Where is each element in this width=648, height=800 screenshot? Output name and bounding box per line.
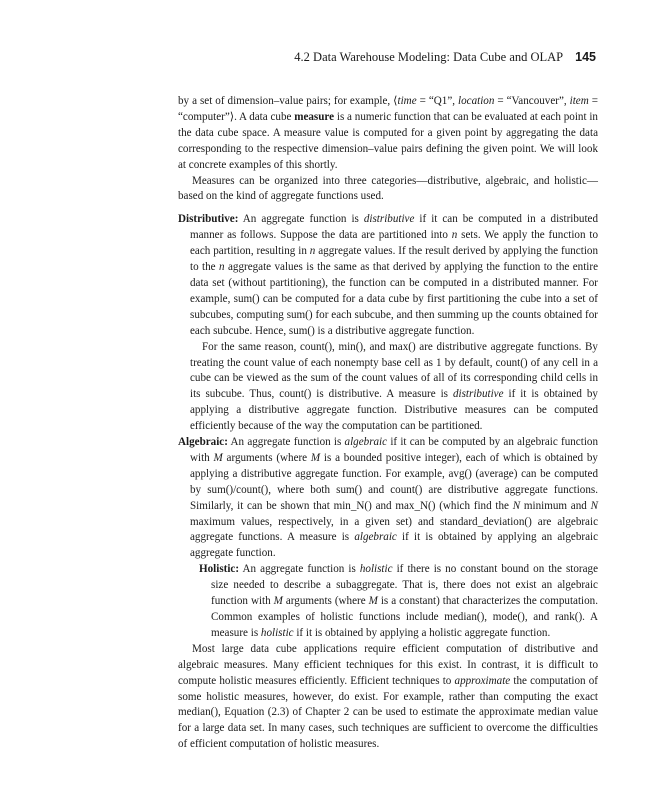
text-run: are algebraic aggregate functions. A measure is	[190, 515, 598, 544]
text-run: if it is obtained by applying a distributive aggregate function. Distributive measures can be computed efficiently because of the way the computation can be partitioned.	[190, 388, 598, 433]
function-name: count()	[279, 388, 312, 401]
function-name: sum()/count()	[207, 483, 269, 496]
text-run: ,	[484, 611, 493, 623]
holistic-definition	[199, 562, 598, 642]
italic-term: distributive	[452, 388, 504, 401]
text-run: An aggregate function is	[238, 213, 364, 226]
text-run: = “computer”⟩. A data cube	[178, 95, 598, 123]
text-run: , Equation (2.3) of Chapter 2 can be used to estimate the approximate median value for a large data set. In many cases, such techniques are sufficient to overcome the difficulties of efficient computation of holistic measures.	[178, 706, 598, 751]
text-run: the computation of some holistic measures, however, do exist. For example, rather than computing the exact	[178, 674, 598, 703]
italic-variable: M	[310, 451, 321, 464]
italic-variable: n	[451, 229, 458, 242]
italic-variable: M	[368, 595, 378, 608]
text-run: arguments (where	[282, 595, 369, 608]
text-run: , and	[524, 611, 556, 623]
italic-term: time	[397, 95, 417, 107]
italic-variable: M	[273, 595, 283, 608]
italic-term: location	[458, 95, 495, 107]
text-run: (average) can be computed by	[190, 467, 598, 496]
italic-variable: n	[309, 245, 316, 258]
italic-variable: N	[512, 499, 521, 512]
text-run: if it is obtained by applying an algebraic aggregate function.	[190, 531, 599, 560]
text-run: minimum and	[520, 499, 591, 512]
function-name: mode()	[492, 611, 525, 623]
function-name: max()	[389, 340, 416, 353]
text-run: = “Q1”,	[416, 95, 459, 107]
function-name: sum()	[233, 292, 260, 305]
italic-term: item	[569, 95, 589, 107]
body-text	[178, 94, 598, 753]
function-name: sum()	[286, 308, 313, 321]
function-name: median()	[444, 611, 485, 623]
function-name: rank()	[555, 611, 583, 623]
text-run: of any cell in a cube can be viewed as the sum of the count values of all of its corresponding child cells in its subcube. Thus,	[190, 356, 598, 401]
text-run: are distributive aggregate functions. By treating the count value of each nonempty base cell as 1 by default,	[190, 340, 598, 369]
algebraic-definition	[178, 435, 598, 562]
function-name: min_N()	[333, 499, 372, 512]
section-title: 4.2 Data Warehouse Modeling: Data Cube and OLAP	[294, 50, 564, 64]
italic-term: algebraic	[344, 436, 388, 449]
text-run: and	[362, 483, 391, 496]
text-run: sets. We apply the function to each partition, resulting in	[190, 229, 598, 258]
text-run: aggregate values. If the result derived by applying the function to the	[190, 245, 598, 274]
text-run: For the same reason,	[202, 340, 300, 353]
italic-term: algebraic	[354, 531, 397, 544]
text-run: is a numeric function that can be evaluated at each point in the data cube space. A measure value is computed for a given point by aggregating the data corresponding to the respective dimension–value pairs defining the given point. We will look at concrete examples of this shortly.	[178, 110, 598, 171]
text-run: if there is no constant bound on the storage size needed to describe a subaggregate. That is, there does not exist an algebraic function with	[211, 563, 599, 608]
italic-term: approximate	[454, 674, 511, 687]
text-run: is distributive. A measure is	[311, 388, 453, 401]
italic-variable: n	[219, 261, 225, 274]
text-run: aggregate values is the same as that derived by applying the function to the entire data set (without partitioning), the function can be computed in a distributed manner. For example,	[190, 261, 598, 305]
holistic-block	[178, 562, 598, 642]
text-run: for each subcube, and then summing up the counts obtained for each subcube. Hence,	[190, 308, 598, 337]
italic-term: holistic	[260, 626, 294, 639]
italic-variable: M	[213, 451, 223, 464]
measure-categories	[178, 212, 598, 641]
function-name: avg()	[448, 467, 472, 480]
text-run: if it can be computed in a distributed manner as follows. Suppose the data are partitioned into	[190, 213, 598, 242]
text-run: An aggregate function is	[227, 436, 345, 449]
text-run: = “Vancouver”,	[494, 95, 570, 107]
italic-term: holistic	[359, 563, 393, 576]
text-run: ,	[332, 340, 339, 353]
text-run: is a bounded positive integer), each of which is obtained by applying a distributive aggregate function. For example,	[190, 451, 598, 480]
function-name: sum()	[336, 483, 363, 496]
function-name: sum()	[288, 324, 315, 337]
text-run: can be computed for a data cube by first partitioning the cube into a set of subcubes, computing	[190, 292, 599, 321]
definition-term: Holistic:	[199, 563, 240, 576]
text-run: if it can be computed by an algebraic function with	[190, 436, 598, 464]
intro-paragraph-1	[178, 94, 598, 174]
distributive-definition	[178, 212, 598, 339]
function-name: count()	[300, 340, 333, 353]
text-run: if it is obtained by applying a holistic aggregate function.	[293, 626, 551, 639]
intro-paragraph-2: Measures can be organized into three categories—distributive, algebraic, and holistic—based on the kind of aggregate functions used.	[178, 174, 598, 203]
text-run: arguments (where	[222, 451, 311, 464]
text-run: . A measure is	[211, 611, 599, 639]
function-name: count()	[390, 483, 423, 496]
text-run: is a constant) that characterizes the computation. Common examples of holistic functions include	[211, 595, 598, 623]
page-number: 145	[575, 50, 596, 64]
definition-term: Distributive:	[178, 213, 239, 226]
function-name: standard_deviation()	[439, 515, 532, 528]
text-run: Most large data cube applications require efficient computation of distributive and algebraic measures. Many efficient techniques for this exist. In contrast, it is difficult to compute holistic measures efficiently. Efficient techniques to	[178, 642, 598, 687]
text-run: by a set of dimension–value pairs; for example, ⟨	[178, 95, 398, 107]
text-run: , and	[363, 340, 390, 353]
closing-paragraph	[178, 642, 598, 753]
italic-term: distributive	[363, 213, 415, 226]
running-header	[294, 50, 596, 65]
text-run: maximum values, respectively, in a given set) and	[190, 515, 440, 528]
function-name: median()	[178, 706, 219, 719]
function-name: count()	[495, 356, 528, 369]
text-run: are distributive aggregate functions. Similarly, it can be shown that	[190, 483, 598, 512]
text-run: (which find the	[435, 499, 513, 512]
function-name: min()	[338, 340, 364, 353]
function-name: max_N()	[395, 499, 436, 512]
definition-term: Algebraic:	[178, 436, 228, 449]
italic-variable: N	[590, 499, 598, 512]
distributive-paragraph-2	[178, 340, 598, 435]
text-run: is a distributive aggregate function.	[314, 324, 475, 337]
text-run: An aggregate function is	[239, 563, 360, 576]
text-run: and	[371, 499, 396, 512]
bold-term: measure	[294, 110, 335, 123]
text-run: , where both	[268, 483, 337, 496]
